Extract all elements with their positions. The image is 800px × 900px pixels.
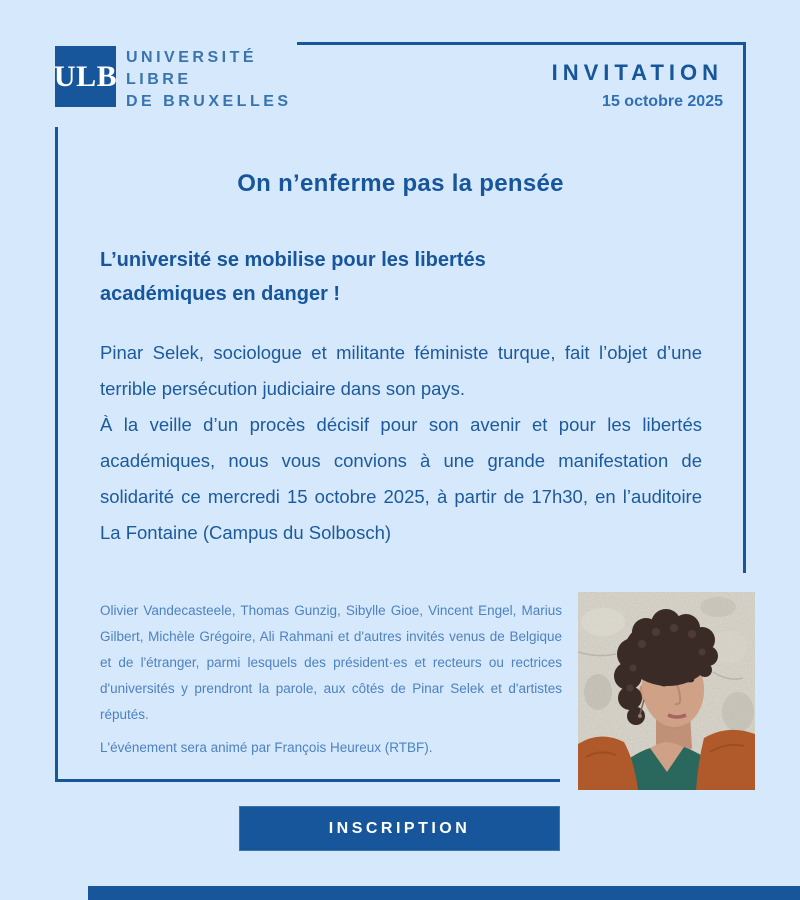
university-name (126, 47, 292, 113)
guests-paragraph: Olivier Vandecasteele, Thomas Gunzig, Sibylle Gioe, Vincent Engel, Marius Gilbert, Michèle Grégoire, Ali Rahmani et d'autres invités venus de Belgique et de l'étranger, parmi lesquels des président·es et recteurs ou rectrices d'universités y prendront la parole, aux côtés de Pinar Selek et d'artistes réputés. (100, 603, 562, 722)
invitation-date: 15 octobre 2025 (602, 93, 723, 110)
body-paragraph-1: Pinar Selek, sociologue et militante féministe turque, fait l’objet d’une terrible persécution judiciaire dans son pays. (100, 342, 702, 399)
inscription-button-label: INSCRIPTION (328, 819, 471, 837)
portrait-photo-svg (578, 592, 755, 790)
inscription-button[interactable] (239, 806, 560, 851)
university-name-line-2: LIBRE (126, 71, 192, 88)
ulb-logo (55, 46, 116, 107)
page-title: On n’enferme pas la pensée (237, 170, 564, 197)
subtitle: L’université se mobilise pour les libertés académiques en danger ! (100, 249, 486, 305)
portrait-photo (578, 592, 755, 790)
frame-top-line (297, 42, 746, 45)
university-name-line-3: DE BRUXELLES (126, 93, 292, 110)
frame-bottom-line (55, 779, 560, 782)
university-name-line-1: UNIVERSITÉ (126, 49, 258, 66)
invitation-label: INVITATION (551, 60, 723, 85)
ulb-logo-text: ULB (53, 59, 118, 93)
host-paragraph: L'événement sera animé par François Heureux (RTBF). (100, 740, 433, 755)
bottom-strip (88, 886, 800, 900)
body-text (100, 335, 702, 551)
frame-right-line (743, 42, 746, 573)
guests-details (100, 598, 562, 761)
frame-left-line (55, 127, 58, 782)
body-paragraph-2: À la veille d’un procès décisif pour son avenir et pour les libertés académiques, nous vous convions à une grande manifestation de solidarité ce mercredi 15 octobre 2025, à partir de 17h30, en l’auditoire La Fontaine (Campus du Solbosch) (100, 414, 702, 543)
